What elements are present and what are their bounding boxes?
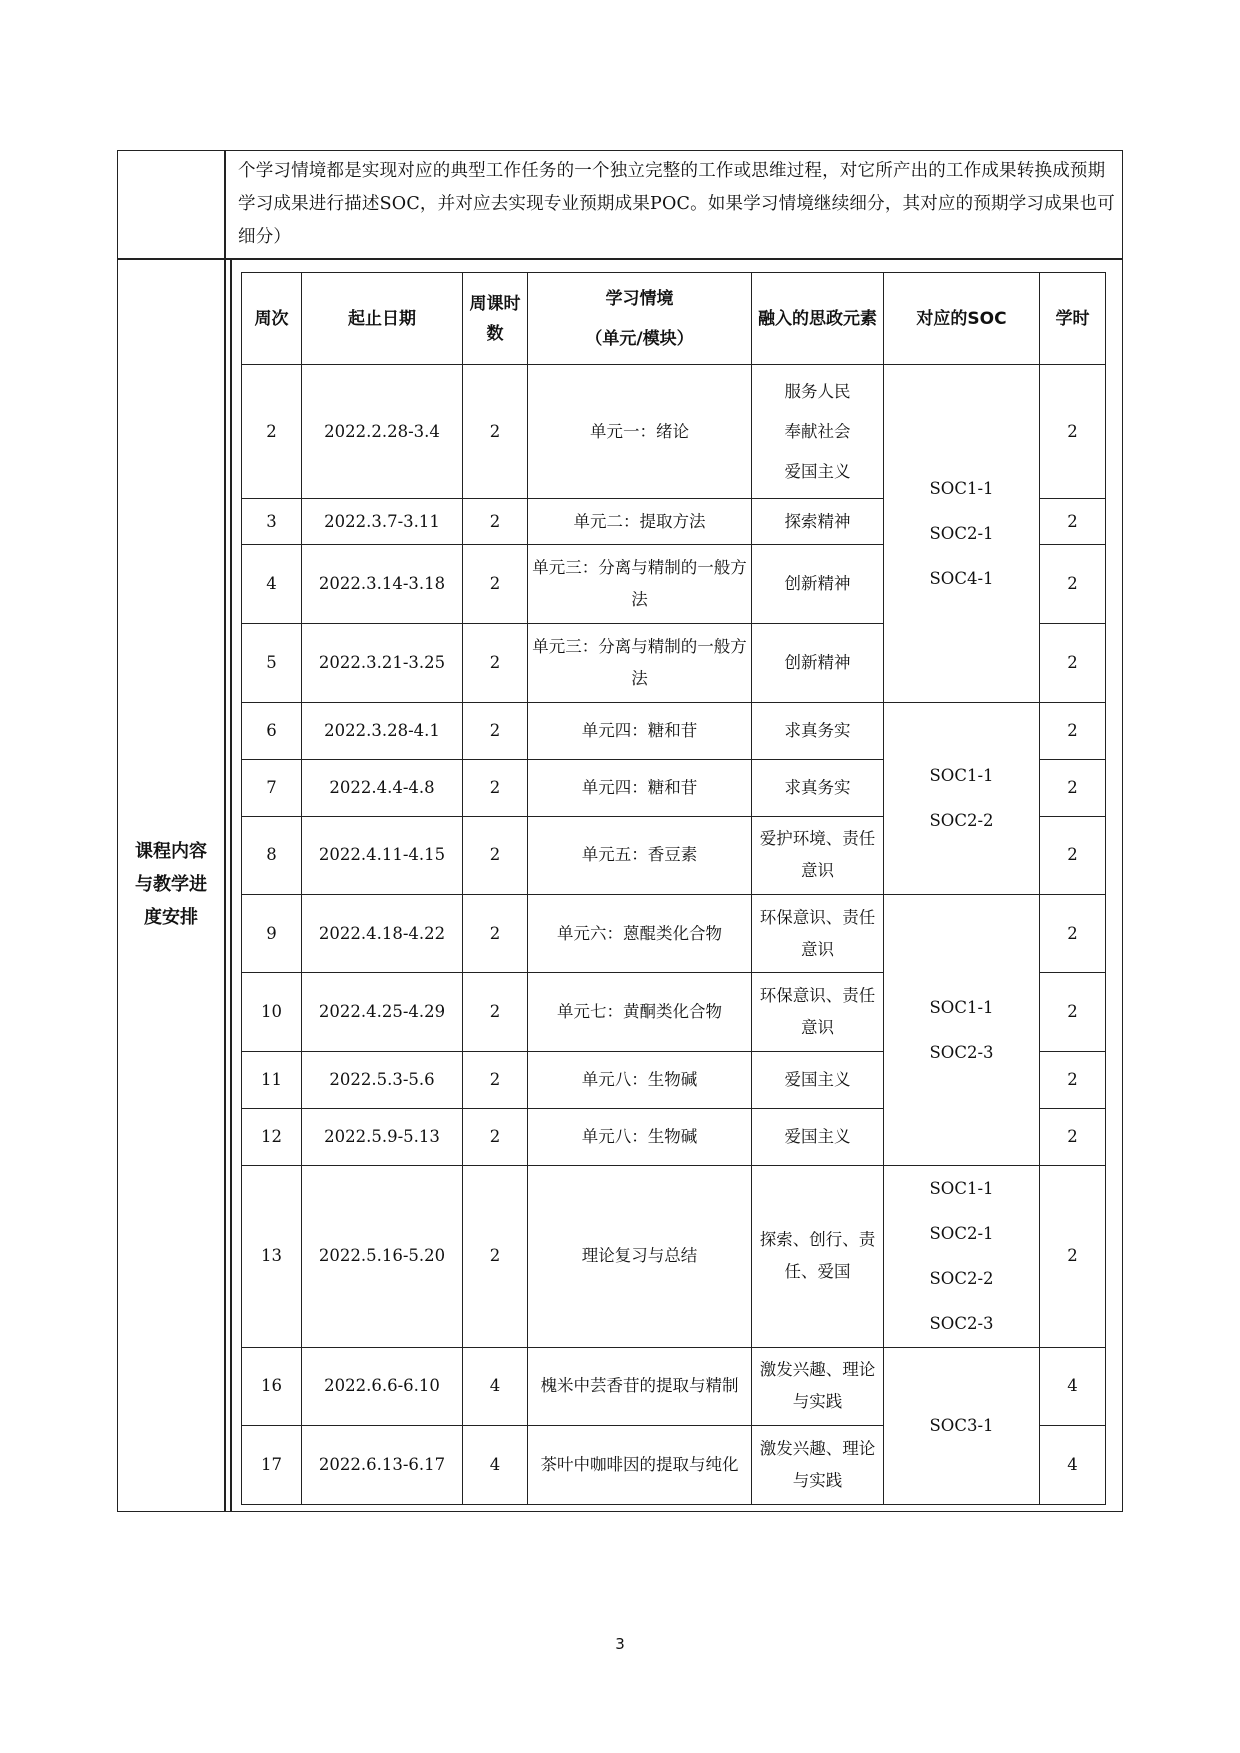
- ideology-cell: [752, 973, 884, 1052]
- ideology-line: 创新精神: [784, 573, 851, 593]
- week-cell: 7: [242, 759, 302, 816]
- week-cell: 10: [242, 973, 302, 1052]
- soc-code: SOC2-1: [929, 523, 994, 543]
- section-label-line-2: 与教学进: [135, 874, 207, 895]
- ideology-cell: [752, 1347, 884, 1425]
- situation-cell: 理论复习与总结: [528, 1166, 752, 1347]
- weekly-hours-cell: 2: [463, 545, 528, 623]
- dates-cell: 2022.2.28-3.4: [302, 365, 463, 499]
- hours-cell: 4: [1040, 1347, 1106, 1425]
- weekly-hours-cell: 2: [463, 973, 528, 1052]
- dates-cell: 2022.4.18-4.22: [302, 894, 463, 972]
- hours-cell: 4: [1040, 1425, 1106, 1504]
- hours-cell: 2: [1040, 1109, 1106, 1166]
- dates-cell: 2022.5.3-5.6: [302, 1052, 463, 1109]
- situation-cell: 单元三：分离与精制的一般方法: [528, 623, 752, 702]
- ideology-cell: [752, 816, 884, 894]
- soc-code: SOC2-2: [929, 811, 994, 831]
- situation-cell: 单元六：蒽醌类化合物: [528, 894, 752, 972]
- header-situation: [528, 273, 752, 365]
- situation-cell: 单元八：生物碱: [528, 1109, 752, 1166]
- section-label-line-3: 度安排: [144, 907, 198, 928]
- weekly-hours-cell: 2: [463, 499, 528, 545]
- ideology-line: 环保意识、责任意识: [759, 986, 876, 1038]
- ideology-line: 探索精神: [784, 511, 851, 531]
- week-cell: 9: [242, 894, 302, 972]
- weekly-hours-cell: 4: [463, 1347, 528, 1425]
- weekly-hours-cell: 2: [463, 1166, 528, 1347]
- header-soc: 对应的SOC: [884, 273, 1040, 365]
- soc-code: SOC2-3: [929, 1314, 994, 1334]
- header-ideology: 融入的思政元素: [752, 273, 884, 365]
- week-cell: 17: [242, 1425, 302, 1504]
- weekly-hours-cell: 2: [463, 623, 528, 702]
- table-row: [242, 1347, 1106, 1425]
- situation-cell: 单元一：绪论: [528, 365, 752, 499]
- weekly-hours-cell: 2: [463, 1109, 528, 1166]
- soc-code: SOC1-1: [929, 766, 994, 786]
- situation-cell: 单元四：糖和苷: [528, 759, 752, 816]
- situation-cell: 单元七：黄酮类化合物: [528, 973, 752, 1052]
- ideology-line: 探索、创行、责任、爱国: [759, 1230, 876, 1282]
- week-cell: 13: [242, 1166, 302, 1347]
- dates-cell: 2022.6.6-6.10: [302, 1347, 463, 1425]
- week-cell: 11: [242, 1052, 302, 1109]
- soc-cell: [884, 365, 1040, 703]
- hours-cell: 2: [1040, 1166, 1106, 1347]
- dates-cell: 2022.3.14-3.18: [302, 545, 463, 623]
- header-weekly-hours: 周课时数: [463, 273, 528, 365]
- dates-cell: 2022.3.21-3.25: [302, 623, 463, 702]
- hours-cell: 2: [1040, 702, 1106, 759]
- ideology-cell: [752, 1109, 884, 1166]
- week-cell: 3: [242, 499, 302, 545]
- header-week: 周次: [242, 273, 302, 365]
- weekly-hours-cell: 2: [463, 1052, 528, 1109]
- situation-cell: 单元三：分离与精制的一般方法: [528, 545, 752, 623]
- ideology-line: 爱国主义: [784, 1127, 851, 1147]
- week-cell: 5: [242, 623, 302, 702]
- weekly-hours-cell: 2: [463, 894, 528, 972]
- ideology-cell: [752, 702, 884, 759]
- ideology-line: 环保意识、责任意识: [759, 907, 876, 959]
- week-cell: 2: [242, 365, 302, 499]
- weekly-hours-cell: 2: [463, 365, 528, 499]
- ideology-line: 爱国主义: [784, 461, 851, 481]
- ideology-line: 爱护环境、责任意识: [759, 829, 876, 881]
- header-hours: 学时: [1040, 273, 1106, 365]
- dates-cell: 2022.4.11-4.15: [302, 816, 463, 894]
- soc-cell: [884, 894, 1040, 1165]
- ideology-line: 求真务实: [784, 777, 851, 797]
- hours-cell: 2: [1040, 759, 1106, 816]
- hours-cell: 2: [1040, 816, 1106, 894]
- soc-cell: [884, 1347, 1040, 1504]
- dates-cell: 2022.5.9-5.13: [302, 1109, 463, 1166]
- ideology-line: 爱国主义: [784, 1070, 851, 1090]
- table-row: [242, 894, 1106, 972]
- week-cell: 12: [242, 1109, 302, 1166]
- ideology-cell: [752, 1052, 884, 1109]
- dates-cell: 2022.3.28-4.1: [302, 702, 463, 759]
- ideology-cell: [752, 1425, 884, 1504]
- table-row: [242, 365, 1106, 499]
- dates-cell: 2022.6.13-6.17: [302, 1425, 463, 1504]
- section-label-line-1: 课程内容: [135, 841, 207, 862]
- ideology-cell: [752, 365, 884, 499]
- weekly-hours-cell: 2: [463, 759, 528, 816]
- soc-code: SOC1-1: [929, 1179, 994, 1199]
- dates-cell: 2022.5.16-5.20: [302, 1166, 463, 1347]
- soc-code: SOC2-1: [929, 1224, 994, 1244]
- hours-cell: 2: [1040, 545, 1106, 623]
- hours-cell: 2: [1040, 623, 1106, 702]
- weekly-hours-cell: 2: [463, 702, 528, 759]
- dates-cell: 2022.4.25-4.29: [302, 973, 463, 1052]
- hours-cell: 2: [1040, 973, 1106, 1052]
- header-row: [242, 273, 1106, 365]
- soc-code: SOC4-1: [929, 568, 994, 588]
- soc-cell: [884, 1166, 1040, 1347]
- schedule-table: [241, 272, 1106, 1505]
- soc-cell: [884, 702, 1040, 894]
- ideology-cell: [752, 623, 884, 702]
- dates-cell: 2022.3.7-3.11: [302, 499, 463, 545]
- situation-cell: 单元二：提取方法: [528, 499, 752, 545]
- ideology-cell: [752, 894, 884, 972]
- week-cell: 4: [242, 545, 302, 623]
- intro-paragraph: 个学习情境都是实现对应的典型工作任务的一个独立完整的工作或思维过程，对它所产出的工作成果转换成预期学习成果进行描述SOC，并对应去实现专业预期成果POC。如果学习情境继续细分，其对应的预期学习成果也可细分）: [238, 161, 1115, 247]
- ideology-line: 服务人民: [784, 381, 851, 401]
- ideology-cell: [752, 499, 884, 545]
- ideology-cell: [752, 545, 884, 623]
- outer-column-divider: [224, 150, 226, 1512]
- week-cell: 16: [242, 1347, 302, 1425]
- section-label: [117, 835, 225, 934]
- table-row: [242, 702, 1106, 759]
- schedule-body: [242, 273, 1106, 1505]
- page-number: 3: [615, 1635, 625, 1653]
- ideology-line: 激发兴趣、理论与实践: [759, 1360, 876, 1412]
- dates-cell: 2022.4.4-4.8: [302, 759, 463, 816]
- soc-code: SOC3-1: [929, 1416, 994, 1436]
- ideology-cell: [752, 759, 884, 816]
- soc-code: SOC1-1: [929, 478, 994, 498]
- intro-bottom-border: [117, 258, 1123, 260]
- situation-cell: 单元八：生物碱: [528, 1052, 752, 1109]
- weekly-hours-cell: 2: [463, 816, 528, 894]
- soc-code: SOC2-3: [929, 1043, 994, 1063]
- week-cell: 6: [242, 702, 302, 759]
- header-situation-line1: 学习情境: [605, 288, 674, 309]
- hours-cell: 2: [1040, 499, 1106, 545]
- week-cell: 8: [242, 816, 302, 894]
- situation-cell: 槐米中芸香苷的提取与精制: [528, 1347, 752, 1425]
- situation-cell: 单元四：糖和苷: [528, 702, 752, 759]
- situation-cell: 单元五：香豆素: [528, 816, 752, 894]
- ideology-line: 创新精神: [784, 652, 851, 672]
- header-situation-line2: （单元/模块）: [585, 328, 694, 349]
- header-dates: 起止日期: [302, 273, 463, 365]
- ideology-line: 激发兴趣、理论与实践: [759, 1438, 876, 1490]
- hours-cell: 2: [1040, 894, 1106, 972]
- hours-cell: 2: [1040, 365, 1106, 499]
- ideology-line: 求真务实: [784, 720, 851, 740]
- soc-code: SOC1-1: [929, 998, 994, 1018]
- hours-cell: 2: [1040, 1052, 1106, 1109]
- ideology-line: 奉献社会: [784, 421, 851, 441]
- situation-cell: 茶叶中咖啡因的提取与纯化: [528, 1425, 752, 1504]
- weekly-hours-cell: 4: [463, 1425, 528, 1504]
- ideology-cell: [752, 1166, 884, 1347]
- inner-column-divider: [230, 260, 232, 1512]
- soc-code: SOC2-2: [929, 1269, 994, 1289]
- table-row: [242, 1166, 1106, 1347]
